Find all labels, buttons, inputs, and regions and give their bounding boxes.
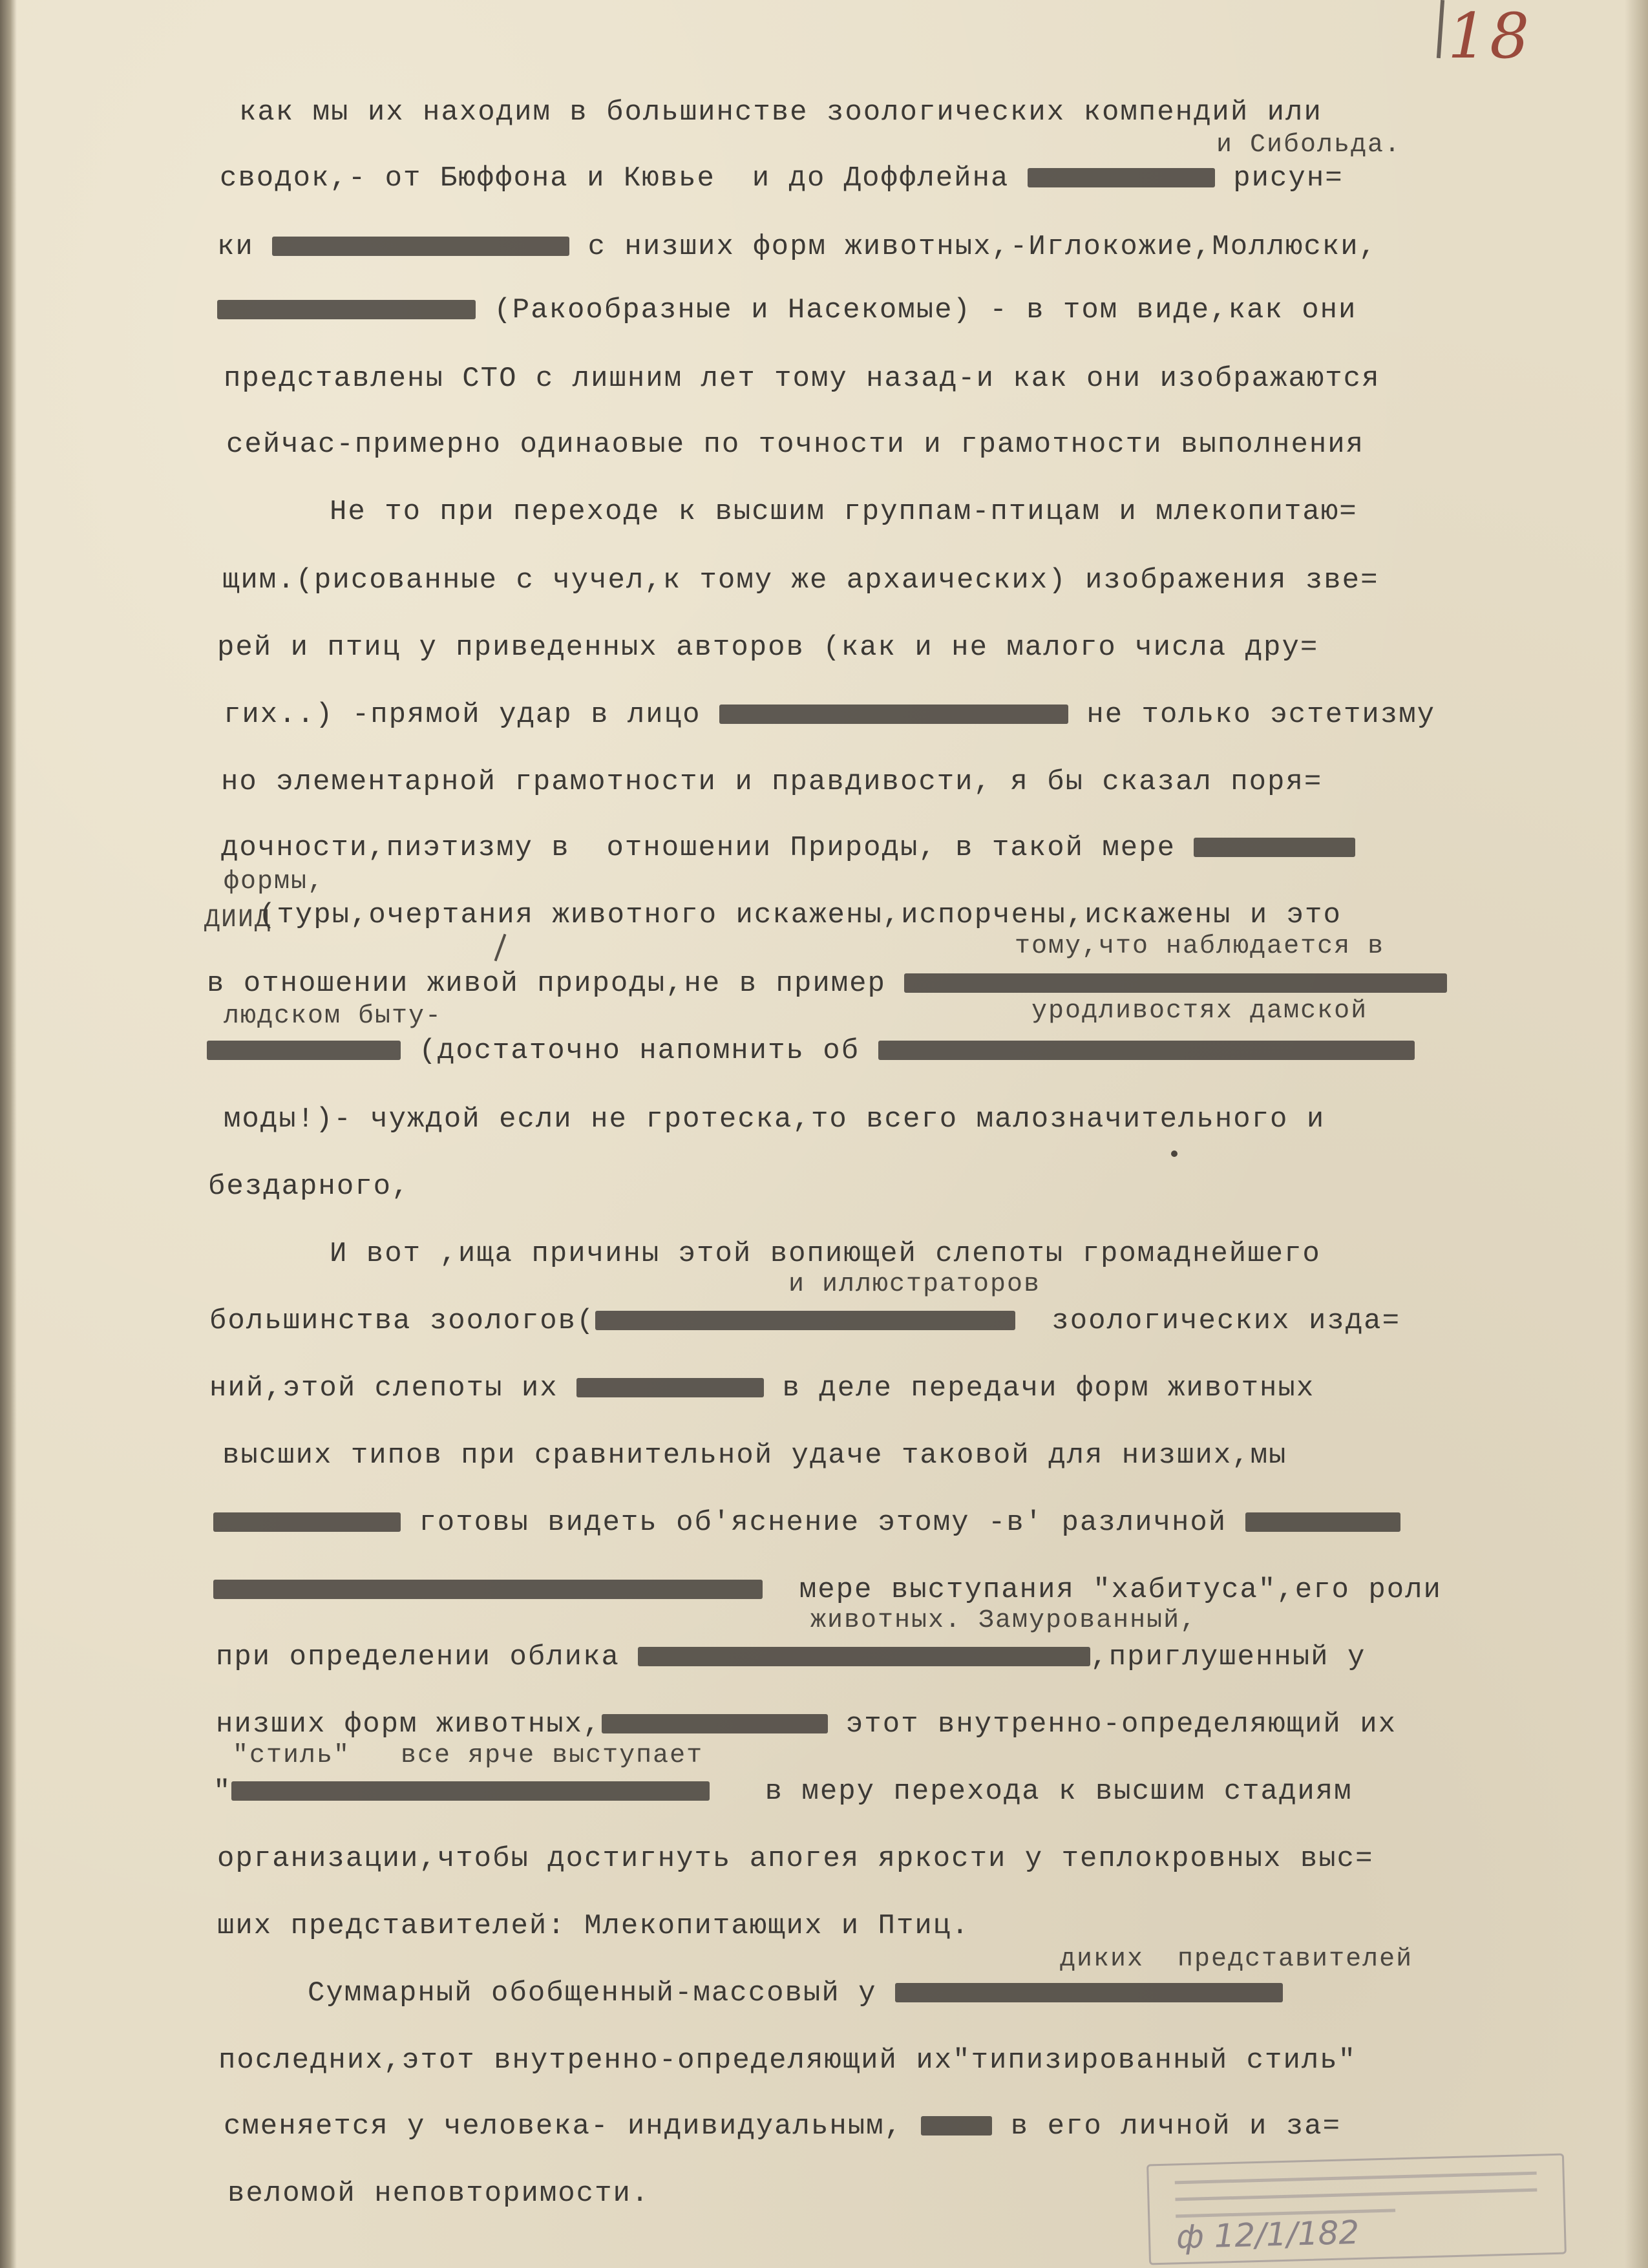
text-fragment: ки (217, 231, 273, 263)
struck-out-text (1028, 168, 1215, 187)
text-line (207, 1037, 1415, 1065)
struck-out-text (207, 1041, 401, 1060)
text-fragment: сменяется у человека- индивидуальным, (224, 2110, 922, 2143)
text-fragment: сводок,- от Бюффона и Кювье и до Доффлейна (220, 162, 1028, 195)
typed-insertion: людском быту- (224, 1002, 443, 1031)
text-line (216, 1710, 1397, 1739)
text-line: организации,чтобы достигнуть апогея яркости у теплокровных выс= (217, 1843, 1374, 1875)
text-line (217, 233, 1377, 261)
text-line (213, 1576, 1442, 1604)
text-fragment: при определении облика (216, 1641, 639, 1673)
text-fragment: (достаточно напомнить об (401, 1035, 878, 1067)
text-line (209, 1374, 1315, 1403)
struck-out-text (1245, 1512, 1400, 1532)
text-fragment: готовы видеть об'яснение этому -в' различной (401, 1507, 1245, 1539)
text-line (209, 1307, 1400, 1335)
struck-out-text (595, 1311, 1015, 1330)
typed-insertion: и иллюстраторов (788, 1270, 1041, 1299)
text-fragment: (Ракообразные и Насекомые) - в том виде,как они (476, 294, 1357, 326)
paragraph-start: И вот ,ища причины этой вопиющей слепоты громаднейшего (330, 1238, 1321, 1270)
struck-out-text (904, 973, 1447, 993)
text-line: моды!)- чуждой если не гротеска,то всего малозначительного и (224, 1103, 1326, 1136)
struck-out-text (638, 1647, 1090, 1666)
typed-insertion: "стиль" все ярче выступает (233, 1741, 704, 1770)
text-fragment: большинства зоологов( (209, 1305, 595, 1337)
text-fragment: дочности,пиэтизму в отношении Природы, в такой мере (221, 832, 1194, 864)
text-line (224, 2112, 1341, 2141)
ink-spot (1171, 1150, 1178, 1157)
text-line: представлены СТО с лишним лет тому назад-и как они изображаются (224, 363, 1380, 395)
text-line: как мы их находим в большинстве зоологических компендий или (239, 96, 1322, 129)
stamp-line (1175, 2172, 1537, 2185)
pencil-mark (1437, 0, 1444, 58)
typed-insertion: формы, (224, 867, 325, 896)
struck-out-text (719, 705, 1068, 724)
text-fragment: зоологических изда= (1015, 1305, 1400, 1337)
struck-out-text (217, 300, 476, 319)
text-fragment: мере выступания "хабитуса",его роли (763, 1574, 1442, 1606)
struck-out-text (878, 1041, 1415, 1060)
text-line: щим.(рисованные с чучел,к тому же архаических) изображения зве= (222, 564, 1379, 597)
text-line (213, 1777, 1353, 1806)
text-fragment: в его личной и за= (992, 2110, 1342, 2143)
typed-insertion: уродливостях дамской (1031, 997, 1368, 1026)
text-line (216, 1643, 1366, 1671)
text-fragment: в отношении живой природы,не в пример (207, 968, 905, 1000)
text-line (207, 970, 1447, 998)
text-fragment: рисун= (1214, 162, 1344, 195)
text-line (213, 1509, 1400, 1537)
text-line: последних,этот внутренно-определяющий их"типизированный стиль" (218, 2044, 1357, 2077)
text-fragment: этот внутренно-определяющий их (827, 1708, 1397, 1741)
typed-insertion: тому,что наблюдается в (1015, 932, 1385, 961)
struck-out-text (231, 1781, 710, 1801)
text-fragment: в меру перехода к высшим стадиям (710, 1775, 1353, 1808)
margin-note: ДИИД (204, 906, 272, 935)
struck-out-text (921, 2116, 992, 2136)
text-fragment: не только эстетизму (1068, 699, 1436, 731)
text-line: сейчас-примерно одинаовые по точности и грамотности выполнения (226, 429, 1365, 461)
typed-insertion: и Сибольда. (1216, 131, 1402, 160)
struck-out-text (213, 1580, 763, 1599)
correction-slash (494, 934, 507, 962)
text-fragment: гих..) -прямой удар в лицо (224, 699, 719, 731)
text-fragment: " (213, 1775, 232, 1808)
text-fragment: с низших форм животных,-Иглокожие,Моллюски, (569, 231, 1378, 263)
struck-out-text (895, 1983, 1283, 2002)
text-fragment: в деле передачи форм животных (764, 1372, 1315, 1404)
typed-insertion: диких представителей (1060, 1945, 1413, 1974)
text-fragment: ,приглушенный у (1090, 1641, 1366, 1673)
text-line: высших типов при сравнительной удаче таковой для низших,мы (222, 1439, 1287, 1472)
text-line: бездарного, (208, 1171, 410, 1203)
stamp-reference: ф 12/1/182 (1176, 2213, 1360, 2256)
text-line: ших представителей: Млекопитающих и Птиц. (217, 1910, 970, 1942)
archive-stamp (1146, 2154, 1567, 2265)
struck-out-text (1194, 838, 1355, 857)
text-line: (туры,очертания животного искажены,испорчены,искажены и это (259, 899, 1342, 931)
text-line (220, 164, 1344, 193)
text-fragment: ний,этой слепоты их (209, 1372, 577, 1404)
struck-out-text (272, 237, 569, 256)
stamp-line (1175, 2189, 1537, 2201)
struck-out-text (213, 1512, 401, 1532)
typed-insertion: животных. Замурованный, (810, 1606, 1198, 1635)
page-number: 18 (1448, 0, 1532, 72)
struck-out-text (576, 1378, 764, 1397)
paper-left-edge (0, 0, 17, 2268)
text-line: веломой неповторимости. (227, 2178, 650, 2210)
text-line (217, 296, 1357, 324)
struck-out-text (602, 1714, 828, 1733)
text-fragment: Суммарный обобщенный-массовый у (308, 1977, 895, 2009)
text-line (221, 834, 1355, 862)
text-line: но элементарной грамотности и правдивости, я бы сказал поря= (221, 766, 1323, 798)
text-fragment: низших форм животных, (216, 1708, 602, 1741)
text-line (224, 701, 1435, 729)
paper-right-edge (1625, 0, 1648, 2268)
paragraph-start (308, 1979, 1283, 2008)
paragraph-start: Не то при переходе к высшим группам-птицам и млекопитаю= (330, 496, 1358, 528)
text-line: рей и птиц у приведенных авторов (как и не малого числа дру= (217, 631, 1319, 664)
